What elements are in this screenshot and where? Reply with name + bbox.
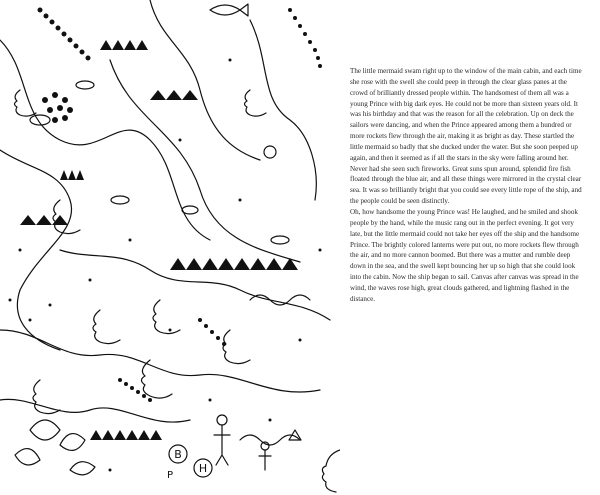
paragraph: Oh, how handsome the young Prince was! He laughed, and he smiled and shook people by the hand, while the music rang out in the perfect evening. It got very late, but the little mermaid could not take her eyes off the ship and the handsome Prince. The brightly colored lanterns were put out, no more rockets flew through the air, and no more cannon boomed. But there was a mutter and rumble deep down in the sea, and the swell kept bouncing her up so high that she could look into the cabin. Now the ship began to sail. Canvas after canvas was spread in the wind, the waves rose high, great clouds gathered, and lightning flashed in the distance. bbox=[350, 207, 580, 303]
paragraph: The little mermaid swam right up to the window of the main cabin, and each time she rose with the swell she could peep in through the clear glass panes at the crowd of brilliantly dressed people within. The handsomest of them all was a young Prince with big dark eyes. He could not be more than sixteen years old. It was his birthday and that was the reason for all the celebration. Up on deck the sailors were dancing, and when the Prince appeared among them a hundred or more rockets flew through the air, making it as bright as day. These startled the little mermaid so badly that she ducked under the water. But she soon peeped up again, and then it seemed as if all the stars in the sky were falling around her. Never had she seen such fireworks. Great suns spun around, splendid fire fish floated through the blue air, and all these things were mirrored in the crystal clear sea. It was so brilliantly bright that you could see every little rope of the ship, and the people could be seen distinctly. bbox=[350, 67, 582, 206]
letter-p: P bbox=[166, 470, 174, 481]
story-text bbox=[350, 66, 586, 305]
letter-b: B bbox=[174, 448, 182, 461]
letter-h: H bbox=[198, 462, 208, 475]
